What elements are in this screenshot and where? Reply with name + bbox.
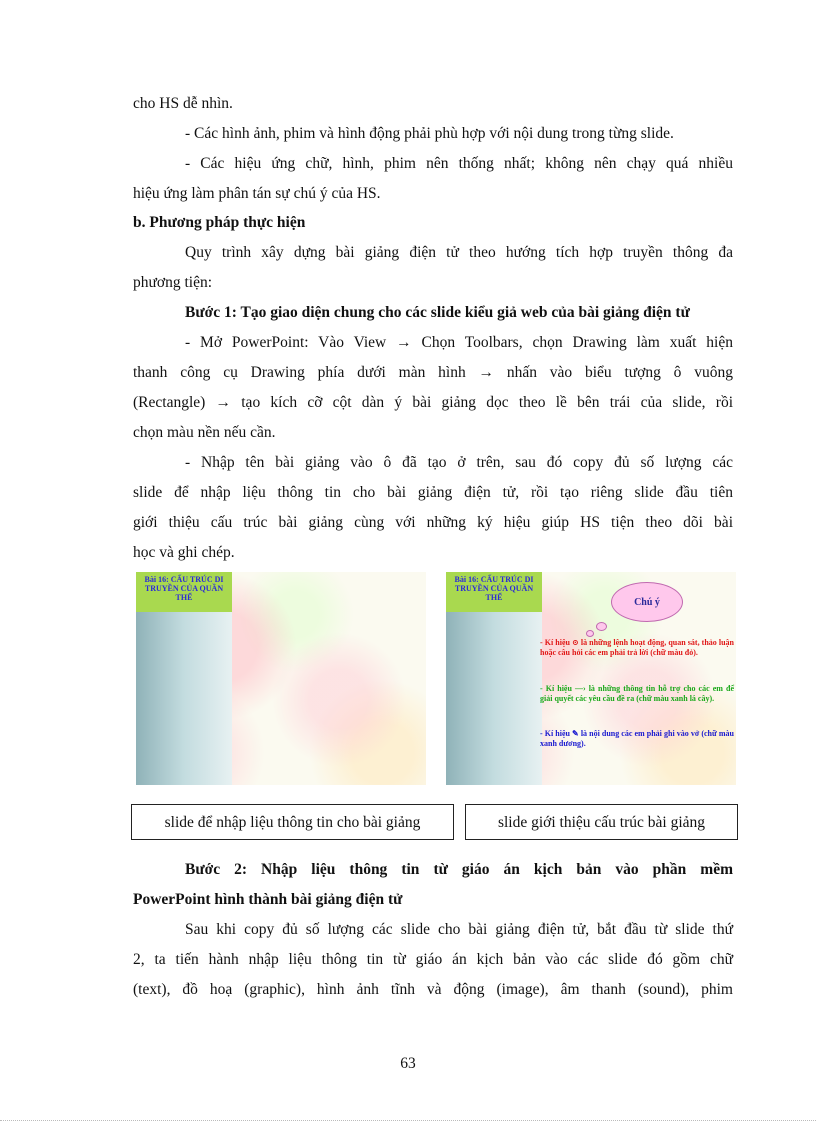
slide-sidebar-column — [446, 612, 542, 785]
paragraph-line: Quy trình xây dựng bài giảng điện tử theo hướng tích hợp truyền thông đa — [185, 244, 733, 261]
slide-title-box: Bài 16: CẤU TRÚC DI TRUYỀN CỦA QUẦN THỂ — [446, 572, 542, 612]
legend-note-blue: - Kí hiệu ✎ là nội dung các em phải ghi vào vở (chữ màu xanh dương). — [540, 729, 734, 748]
thought-bubble-puff — [596, 622, 607, 631]
slide-thumbnail-structure — [446, 572, 736, 785]
paragraph-line: Sau khi copy đủ số lượng các slide cho bài giảng điện tử, bắt đầu từ slide thứ — [185, 921, 733, 938]
note-cloud-callout: Chú ý — [611, 582, 683, 622]
caption-left: slide để nhập liệu thông tin cho bài giảng — [131, 804, 454, 840]
paragraph-line: hiệu ứng làm phân tán sự chú ý của HS. — [133, 185, 381, 202]
paragraph-line: giới thiệu cấu trúc bài giảng cùng với những ký hiệu giúp HS tiện theo dõi bài — [133, 514, 733, 531]
legend-note-green: - Kí hiệu —› là những thông tin hỗ trợ cho các em để giải quyết các yêu cầu đề ra (chữ màu xanh lá cây). — [540, 684, 734, 703]
step-heading: Bước 2: Nhập liệu thông tin từ giáo án kịch bản vào phần mềm — [185, 861, 733, 878]
paragraph-line: 2, ta tiến hành nhập liệu thông tin từ giáo án kịch bản vào các slide đó gồm chữ — [133, 951, 733, 968]
paragraph-line: - Mở PowerPoint: Vào View → Chọn Toolbars, chọn Drawing làm xuất hiện — [185, 334, 733, 351]
legend-note-red: - Kí hiệu ⊙ là những lệnh hoạt động, quan sát, thảo luận hoặc câu hỏi các em phải trả lời (chữ màu đỏ). — [540, 638, 734, 657]
paragraph-line: slide để nhập liệu thông tin cho bài giảng điện tử, rồi tạo riêng slide đầu tiên — [133, 484, 733, 501]
paragraph-line: - Nhập tên bài giảng vào ô đã tạo ở trên, sau đó copy đủ số lượng các — [185, 454, 733, 471]
paragraph-line: - Các hình ảnh, phim và hình động phải phù hợp với nội dung trong từng slide. — [185, 125, 674, 142]
paragraph-line: - Các hiệu ứng chữ, hình, phim nên thống nhất; không nên chạy quá nhiều — [185, 155, 733, 172]
page-number: 63 — [400, 1055, 416, 1072]
page-bottom-divider — [0, 1120, 816, 1121]
paragraph-line: cho HS dễ nhìn. — [133, 95, 233, 112]
paragraph-line: (Rectangle) → tạo kích cỡ cột dàn ý bài giảng dọc theo lề bên trái của slide, rồi — [133, 394, 733, 411]
paragraph-line: chọn màu nền nếu cần. — [133, 424, 276, 441]
section-heading: b. Phương pháp thực hiện — [133, 214, 306, 231]
paragraph-line: phương tiện: — [133, 274, 213, 291]
step-heading: PowerPoint hình thành bài giảng điện tử — [133, 891, 403, 908]
step-heading: Bước 1: Tạo giao diện chung cho các slide kiểu giả web của bài giảng điện tử — [185, 304, 690, 321]
slide-sidebar-column — [136, 612, 232, 785]
slide-title-box: Bài 16: CẤU TRÚC DI TRUYỀN CỦA QUẦN THỂ — [136, 572, 232, 612]
caption-right: slide giới thiệu cấu trúc bài giảng — [465, 804, 738, 840]
thought-bubble-puff — [586, 630, 594, 637]
paragraph-line: (text), đồ hoạ (graphic), hình ảnh tĩnh và động (image), âm thanh (sound), phim — [133, 981, 733, 998]
paragraph-line: học và ghi chép. — [133, 544, 235, 561]
slide-thumbnail-input — [136, 572, 426, 785]
paragraph-line: thanh công cụ Drawing phía dưới màn hình → nhấn vào biểu tượng ô vuông — [133, 364, 733, 381]
